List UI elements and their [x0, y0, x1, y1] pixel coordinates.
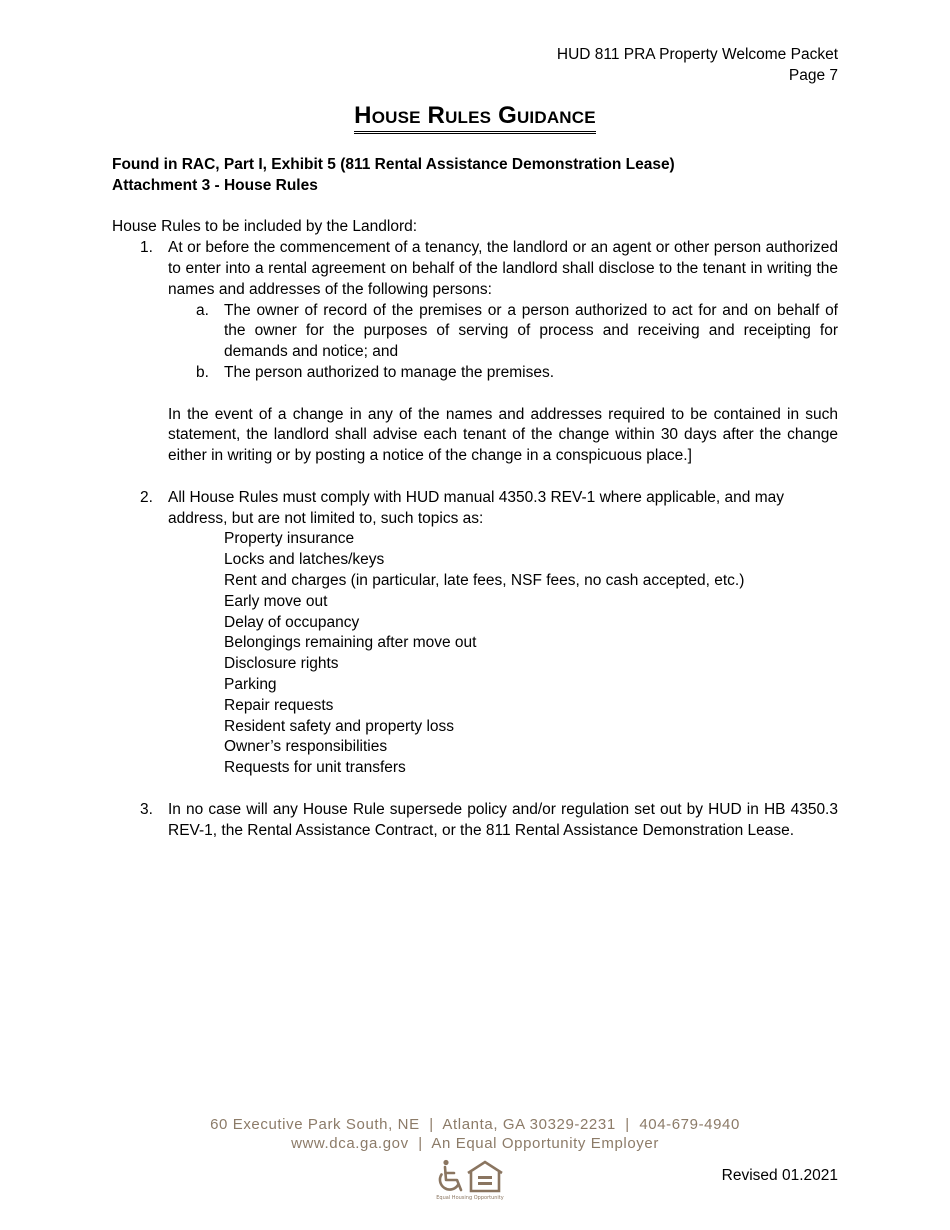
attachment-reference: Attachment 3 - House Rules	[112, 176, 318, 194]
sub-list-item	[112, 363, 838, 384]
sub-list-item-text: The person authorized to manage the premises.	[224, 363, 554, 381]
topic-item: Repair requests	[224, 696, 334, 714]
header-doc-title: HUD 811 PRA Property Welcome Packet	[556, 46, 838, 63]
topic-item: Early move out	[224, 592, 328, 610]
accessibility-housing-logo	[433, 1158, 507, 1202]
page-title-container	[0, 102, 950, 134]
source-reference: Found in RAC, Part I, Exhibit 5 (811 Rental Assistance Demonstration Lease)	[112, 156, 675, 173]
topic-item: Owner’s responsibilities	[224, 738, 388, 756]
revision-date: Revised 01.2021	[721, 1167, 838, 1184]
list-item	[112, 800, 838, 842]
page-title: House Rules Guidance	[354, 102, 596, 134]
list-item-text: In no case will any House Rule supersede policy and/or regulation set out by HUD in HB 4350.3 REV-1, the Rental Assistance Contract, or the 811 Rental Assistance Demonstration Lease.	[168, 800, 838, 839]
topic-item: Parking	[224, 675, 277, 693]
list-item-number: 2.	[140, 488, 153, 506]
footer-address: 60 Executive Park South, NE | Atlanta, GA 30329-2231 | 404-679-4940	[210, 1116, 740, 1133]
sub-list-item-letter: b.	[196, 363, 209, 381]
sub-list-item	[112, 301, 838, 363]
footer-website: www.dca.ga.gov | An Equal Opportunity Employer	[291, 1135, 659, 1152]
topic-item: Locks and latches/keys	[224, 551, 385, 569]
list-item-number: 1.	[140, 239, 153, 257]
footer-contact	[0, 1115, 950, 1153]
sub-list-item-text: The owner of record of the premises or a person authorized to act for and on behalf of the owner for the purposes of serving of process and receiving and receipting for demands and notice; and	[224, 301, 838, 361]
list-item-number: 3.	[140, 800, 153, 818]
topic-item: Resident safety and property loss	[224, 717, 455, 735]
list-item	[112, 238, 838, 300]
topic-item: Requests for unit transfers	[224, 759, 406, 777]
list-item	[112, 488, 838, 530]
list-item-text: All House Rules must comply with HUD manual 4350.3 REV-1 where applicable, and may address, but are not limited to, such topics as:	[168, 488, 784, 527]
topics-list	[112, 529, 838, 779]
topic-item: Delay of occupancy	[224, 613, 360, 631]
topic-item: Disclosure rights	[224, 655, 339, 673]
list-item-text: At or before the commencement of a tenancy, the landlord or an agent or other person authorized to enter into a rental agreement on behalf of the landlord shall disclose to the tenant in writing the names and addresses of the following persons:	[168, 239, 838, 298]
lead-sentence: House Rules to be included by the Landlord:	[112, 218, 418, 236]
topic-item: Rent and charges (in particular, late fees, NSF fees, no cash accepted, etc.)	[224, 571, 745, 589]
accessibility-equal-housing-icon	[433, 1158, 507, 1202]
page-header	[557, 44, 838, 86]
topic-item: Property insurance	[224, 530, 355, 548]
header-page-number: Page 7	[788, 67, 838, 84]
topic-item: Belongings remaining after move out	[224, 634, 477, 652]
change-notice-paragraph: In the event of a change in any of the names and addresses required to be contained in such statement, the landlord shall advise each tenant of the change within 30 days after the change either in writing or by posting a notice of the change in a conspicuous place.]	[168, 405, 838, 465]
document-body	[112, 155, 838, 841]
sub-list-item-letter: a.	[196, 301, 209, 319]
equal-housing-caption: Equal Housing Opportunity	[436, 1195, 504, 1201]
